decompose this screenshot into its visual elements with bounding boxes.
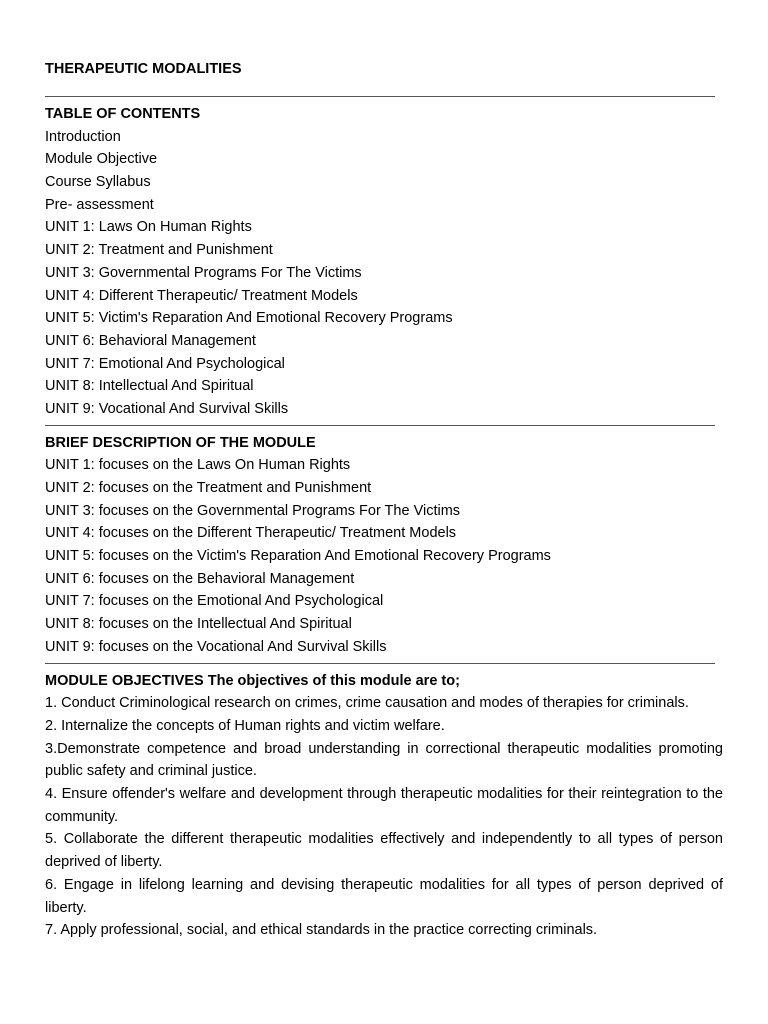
brief-item: UNIT 9: focuses on the Vocational And Survival Skills — [45, 638, 387, 655]
document-title: THERAPEUTIC MODALITIES — [45, 61, 242, 77]
objective-item: 6. Engage in lifelong learning and devising therapeutic modalities for all types of person deprived of liberty. — [45, 876, 723, 916]
toc-item: UNIT 1: Laws On Human Rights — [45, 219, 252, 236]
objective-item: 4. Ensure offender's welfare and development through therapeutic modalities for their reintegration to the community. — [45, 786, 723, 825]
brief-heading: BRIEF DESCRIPTION OF THE MODULE — [45, 434, 316, 451]
divider — [45, 425, 715, 426]
toc-item: UNIT 4: Different Therapeutic/ Treatment Models — [45, 287, 358, 304]
toc-item: UNIT 8: Intellectual And Spiritual — [45, 378, 254, 395]
brief-item: UNIT 3: focuses on the Governmental Programs For The Victims — [45, 502, 461, 519]
objective-item: 7. Apply professional, social, and ethical standards in the practice correcting criminals. — [45, 922, 598, 939]
toc-item: Introduction — [45, 128, 121, 145]
toc-item: UNIT 9: Vocational And Survival Skills — [45, 400, 289, 417]
objective-item: 2. Internalize the concepts of Human rights and victim welfare. — [45, 717, 445, 734]
brief-list — [45, 454, 723, 658]
brief-item: UNIT 7: focuses on the Emotional And Psychological — [45, 593, 384, 610]
objective-item: 3.Demonstrate competence and broad understanding in correctional therapeutic modalities promoting public safety and criminal justice. — [45, 740, 723, 780]
toc-item: UNIT 6: Behavioral Management — [45, 332, 256, 349]
divider — [45, 663, 715, 664]
brief-item: UNIT 1: focuses on the Laws On Human Rights — [45, 457, 351, 474]
toc-item: UNIT 2: Treatment and Punishment — [45, 242, 273, 259]
toc-item: UNIT 5: Victim's Reparation And Emotional Recovery Programs — [45, 310, 453, 327]
objectives-heading: MODULE OBJECTIVES The objectives of this module are to; — [45, 672, 460, 689]
objective-item: 5. Collaborate the different therapeutic modalities effectively and independently to all types of person deprived of liberty. — [45, 831, 723, 871]
document-page — [45, 58, 723, 942]
divider — [45, 96, 715, 97]
toc-item: Pre- assessment — [45, 196, 154, 213]
objectives-list — [45, 692, 723, 942]
toc-item: UNIT 7: Emotional And Psychological — [45, 355, 285, 372]
toc-heading: TABLE OF CONTENTS — [45, 106, 201, 122]
brief-item: UNIT 2: focuses on the Treatment and Punishment — [45, 480, 372, 496]
toc-item: Module Objective — [45, 151, 158, 168]
toc-item: UNIT 3: Governmental Programs For The Victims — [45, 264, 362, 281]
brief-item: UNIT 8: focuses on the Intellectual And Spiritual — [45, 616, 352, 633]
toc-list — [45, 126, 723, 421]
brief-item: UNIT 5: focuses on the Victim's Reparation And Emotional Recovery Programs — [45, 548, 551, 565]
brief-item: UNIT 4: focuses on the Different Therapeutic/ Treatment Models — [45, 525, 457, 542]
toc-item: Course Syllabus — [45, 174, 151, 191]
objective-item: 1. Conduct Criminological research on crimes, crime causation and modes of therapies for criminals. — [45, 695, 689, 712]
brief-item: UNIT 6: focuses on the Behavioral Management — [45, 570, 355, 587]
